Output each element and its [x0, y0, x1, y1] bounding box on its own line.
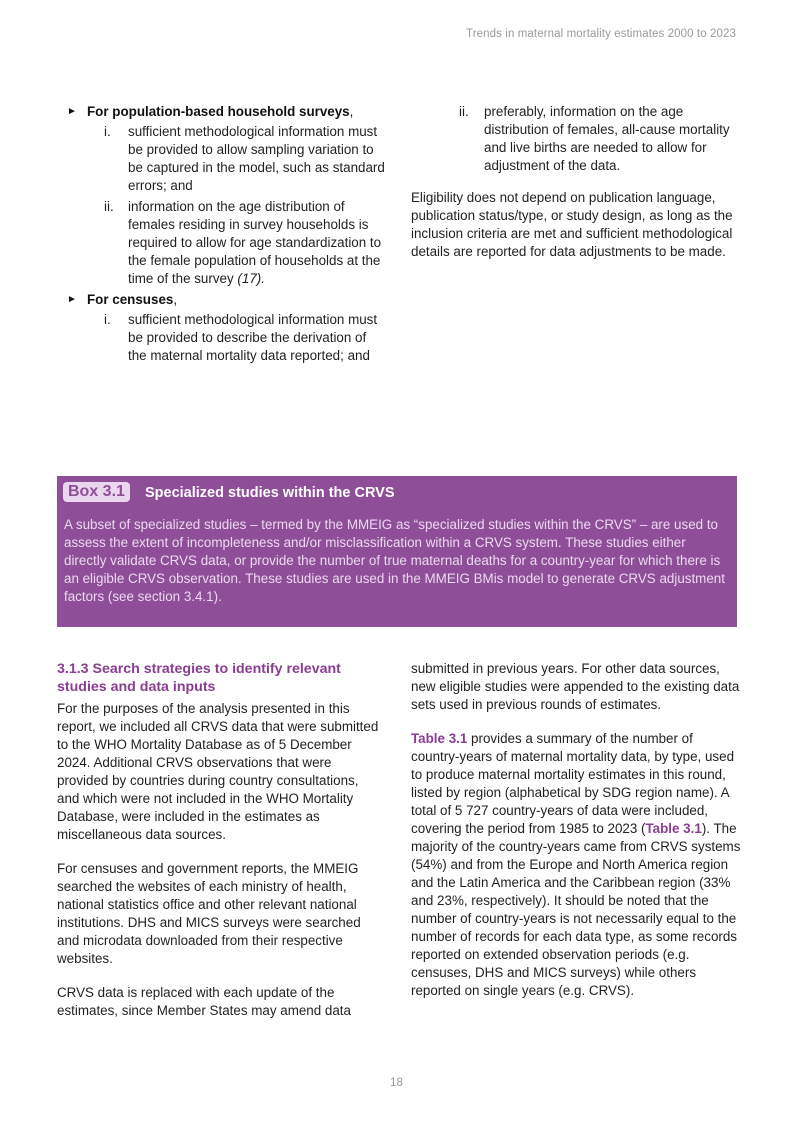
section-right-column	[411, 660, 741, 1016]
section-paragraph-1: For the purposes of the analysis presented in this report, we included all CRVS data that were submitted to the WHO Mortality Database as of 5 December 2024. Additional CRVS observations that were provided by countries during country consultations, and which were not included in the WHO Mortality Database, were included in the estimates as miscellaneous data sources.	[57, 701, 379, 842]
section-paragraph-4	[411, 730, 741, 1000]
section-paragraph-3-continued: submitted in previous years. For other data sources, new eligible studies were appended to the existing data sets used in previous rounds of estimates.	[411, 661, 740, 712]
surveys-criteria-heading: ► For population-based household surveys,	[67, 104, 354, 119]
censuses-criteria-list	[67, 311, 387, 365]
box-body: A subset of specialized studies – termed by the MMEIG as “specialized studies within the CRVS” – are used to assess the extent of incompleteness and/or misclassification within a CRVS system. These studies either directly validate CRVS data, or provide the number of true maternal deaths for a country-year for which there is an eligible CRVS observation. These studies are used in the MMEIG BMis model to generate CRVS adjustment factors (see section 3.4.1).	[64, 517, 725, 604]
section-left-column	[57, 660, 382, 1036]
list-item-text: sufficient methodological information must be provided to allow sampling variation to be captured in the model, such as standard errors; and	[128, 124, 385, 193]
eligibility-paragraph: Eligibility does not depend on publication language, publication status/type, or study design, as long as the inclusion criteria are met and sufficient methodological details are reported for data adjustments to be made.	[411, 190, 733, 259]
section-title: 3.1.3 Search strategies to identify relevant studies and data inputs	[57, 661, 341, 695]
censuses-criteria-heading: ► For censuses,	[67, 292, 178, 307]
surveys-criteria-list	[67, 123, 387, 288]
list-item-text: preferably, information on the age distribution of females, all-cause mortality and live births are needed to allow for adjustment of the data.	[484, 104, 730, 173]
box-title: Specialized studies within the CRVS	[145, 485, 395, 501]
list-item-text: information on the age distribution of females residing in survey households is required to allow for age standardization to the female population of households at the time of the survey	[128, 199, 382, 286]
surveys-heading-text: For population-based household surveys	[87, 104, 350, 119]
list-item	[67, 311, 387, 365]
list-item	[67, 198, 387, 288]
box-3-1	[57, 476, 737, 627]
criteria-right-column	[411, 103, 741, 277]
list-item-text: sufficient methodological information must be provided to describe the derivation of the maternal mortality data reported; and	[128, 312, 378, 363]
section-paragraph-3: CRVS data is replaced with each update of the estimates, since Member States may amend data	[57, 985, 351, 1018]
box-label: Box 3.1	[63, 482, 130, 502]
list-item-number: i.	[104, 124, 111, 139]
list-item-number: i.	[104, 312, 111, 327]
list-item	[411, 103, 741, 175]
section-paragraph-2: For censuses and government reports, the MMEIG searched the websites of each ministry of health, national statistics office and other relevant national institutions. DHS and MICS surveys were searched and microdata downloaded from their respective websites.	[57, 861, 361, 966]
page-number: 18	[390, 1077, 403, 1089]
censuses-criteria-list-continued	[411, 103, 741, 175]
triangle-bullet-icon: ►	[67, 106, 77, 117]
list-item-number: ii.	[459, 104, 469, 119]
table-3-1-link[interactable]: Table 3.1	[411, 731, 468, 746]
triangle-bullet-icon: ►	[67, 294, 77, 305]
running-header: Trends in maternal mortality estimates 2000 to 2023	[466, 28, 736, 40]
citation-ref: (17).	[237, 271, 265, 286]
criteria-left-column	[67, 103, 387, 368]
paragraph-text: ). The majority of the country-years came from CRVS systems (54%) and from the Europe and North America region and the Latin America and the Caribbean region (33% and 23%, respectively). It should be noted that the number of country-years is not necessarily equal to the number of records for each data type, as some records reported on extended observation periods (e.g. censuses, DHS and MICS surveys) while others reported on single years (e.g. CRVS).	[411, 821, 741, 998]
paragraph-text: provides a summary of the number of country-years of maternal mortality data, by type, used to produce maternal mortality estimates in this round, listed by region (alphabetical by SDG region name). A total of 5 727 country-years of data were included, covering the period from 1985 to 2023 (	[411, 731, 735, 836]
list-item-number: ii.	[104, 199, 114, 214]
list-item	[67, 123, 387, 195]
censuses-heading-text: For censuses	[87, 292, 174, 307]
table-3-1-link[interactable]: Table 3.1	[645, 821, 702, 836]
